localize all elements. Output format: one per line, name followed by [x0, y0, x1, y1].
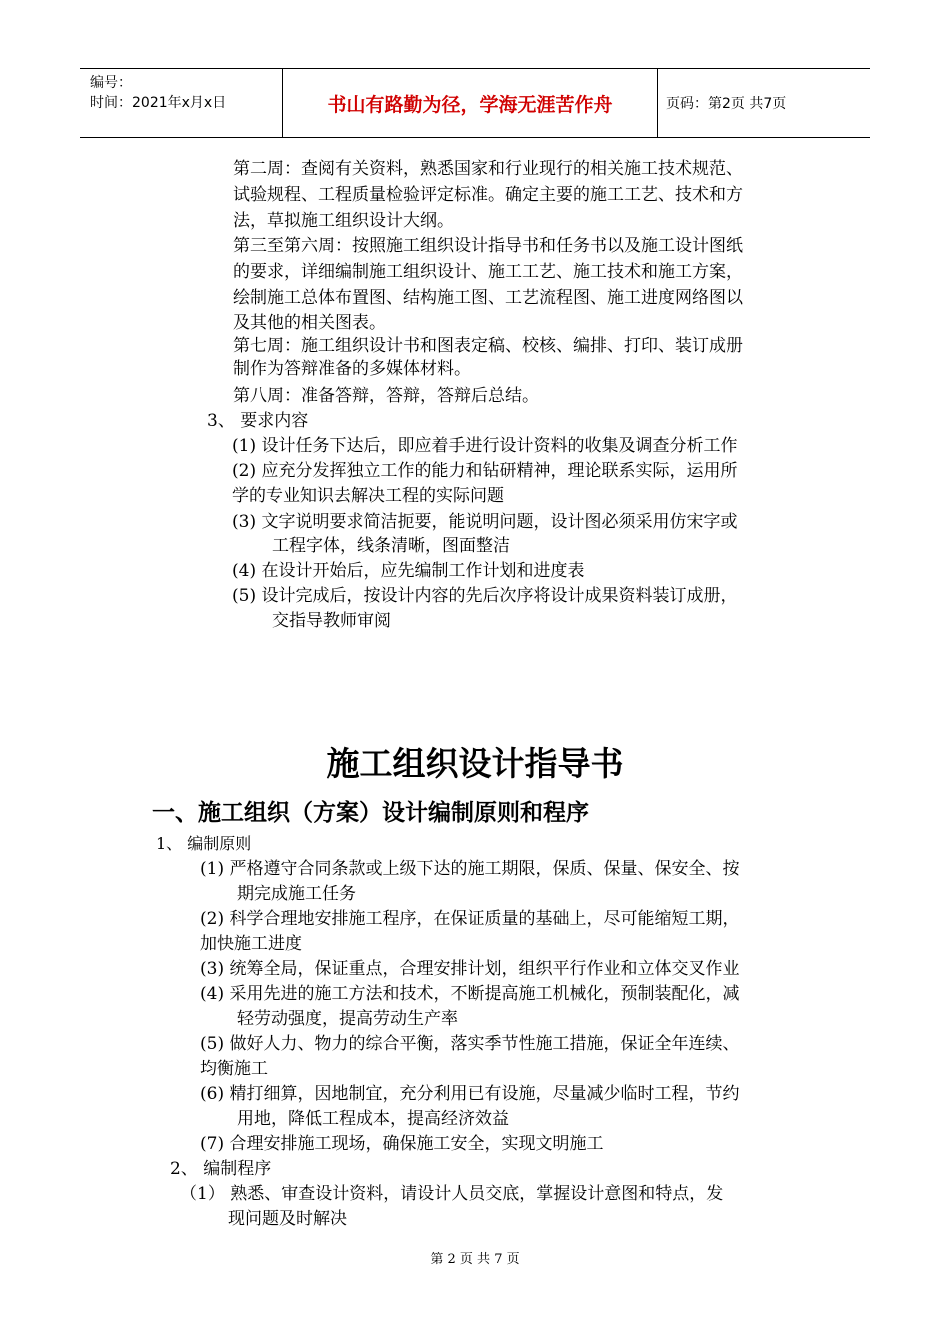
week2-line: 试验规程、工程质量检验评定标准。确定主要的施工工艺、技术和方 [233, 185, 743, 205]
principle-item-cont: 用地，降低工程成本，提高经济效益 [237, 1109, 509, 1129]
principle-item: (5) 做好人力、物力的综合平衡，落实季节性施工措施，保证全年连续、 [200, 1034, 740, 1054]
principle-item-cont: 加快施工进度 [200, 934, 302, 954]
guide-title: 施工组织设计指导书 [326, 744, 624, 783]
page-header [80, 68, 870, 138]
week3-6-line: 及其他的相关图表。 [233, 313, 386, 333]
principle-item: (4) 采用先进的施工方法和技术，不断提高施工机械化，预制装配化，减 [200, 984, 740, 1004]
principle-item: (7) 合理安排施工现场，确保施工安全，实现文明施工 [200, 1134, 604, 1154]
week8-line: 第八周：准备答辩，答辩，答辩后总结。 [233, 386, 539, 406]
section1-heading: 一、施工组织（方案）设计编制原则和程序 [152, 800, 589, 826]
principle-item: (3) 统筹全局，保证重点，合理安排计划，组织平行作业和立体交叉作业 [200, 959, 740, 979]
procedure-heading: 2、 编制程序 [170, 1159, 272, 1179]
page-footer: 第 2 页 共 7 页 [430, 1252, 520, 1267]
procedure-item-cont: 现问题及时解决 [228, 1209, 347, 1229]
principle-item-cont: 轻劳动强度，提高劳动生产率 [237, 1009, 458, 1029]
week7-line: 制作为答辩准备的多媒体材料。 [233, 359, 471, 379]
header-page-info: 页码：第2页 共7页 [666, 96, 787, 112]
week3-6-line: 第三至第六周：按照施工组织设计指导书和任务书以及施工设计图纸 [233, 236, 743, 256]
number-label: 编号： [90, 75, 132, 91]
header-meta [80, 69, 283, 137]
requirement-item: (5) 设计完成后，按设计内容的先后次序将设计成果资料装订成册， [232, 586, 738, 606]
requirement-item-cont: 交指导教师审阅 [272, 611, 391, 631]
week3-6-line: 绘制施工总体布置图、结构施工图、工艺流程图、施工进度网络图以 [233, 288, 743, 308]
principle-item: (6) 精打细算，因地制宜，充分利用已有设施，尽量减少临时工程，节约 [200, 1084, 740, 1104]
header-motto: 书山有路勤为径，学海无涯苦作舟 [283, 69, 658, 137]
week2-line: 法，草拟施工组织设计大纲。 [233, 211, 454, 231]
principle-item-cont: 均衡施工 [200, 1059, 268, 1079]
requirement-item-cont: 学的专业知识去解决工程的实际问题 [232, 486, 504, 506]
requirement-item: (1) 设计任务下达后，即应着手进行设计资料的收集及调查分析工作 [232, 436, 738, 456]
requirement-item-cont: 工程字体，线条清晰，图面整洁 [272, 536, 510, 556]
week3-6-line: 的要求，详细编制施工组织设计、施工工艺、施工技术和施工方案， [233, 262, 743, 282]
requirement-item: (3) 文字说明要求简洁扼要，能说明问题，设计图必须采用仿宋字或 [232, 512, 738, 532]
time-label: 时间：2021年x月x日 [90, 95, 227, 111]
principles-heading: 1、 编制原则 [156, 834, 252, 853]
week7-line: 第七周：施工组织设计书和图表定稿、校核、编排、打印、装订成册 [233, 336, 743, 356]
week2-line: 第二周：查阅有关资料，熟悉国家和行业现行的相关施工技术规范、 [233, 159, 743, 179]
requirement-item: (4) 在设计开始后，应先编制工作计划和进度表 [232, 561, 585, 581]
requirement-item: (2) 应充分发挥独立工作的能力和钻研精神，理论联系实际，运用所 [232, 461, 738, 481]
requirements-heading: 3、 要求内容 [207, 411, 309, 431]
principle-item-cont: 期完成施工任务 [237, 884, 356, 904]
principle-item: (1) 严格遵守合同条款或上级下达的施工期限，保质、保量、保安全、按 [200, 859, 740, 879]
principle-item: (2) 科学合理地安排施工程序，在保证质量的基础上，尽可能缩短工期， [200, 909, 740, 929]
procedure-item: （1） 熟悉、审查设计资料，请设计人员交底，掌握设计意图和特点，发 [180, 1184, 724, 1204]
